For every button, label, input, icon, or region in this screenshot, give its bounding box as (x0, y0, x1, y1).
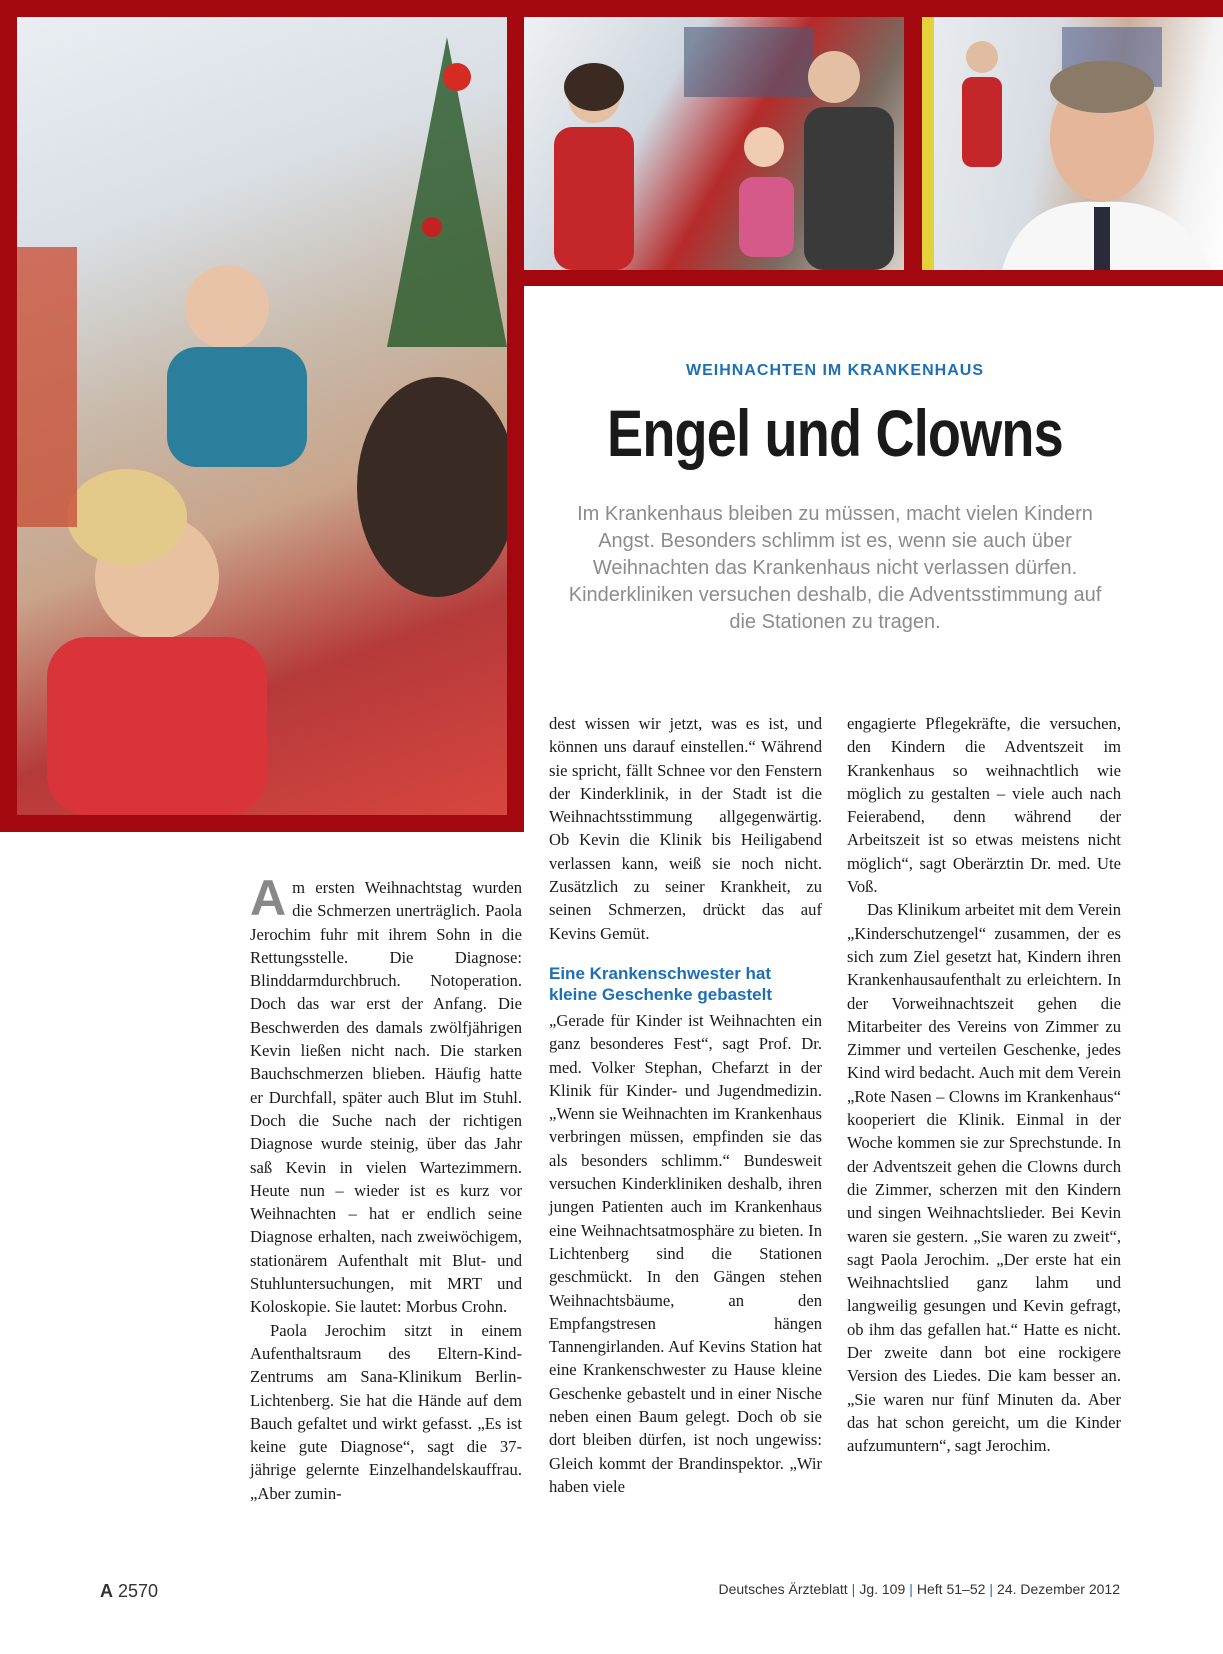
text-column-3 (847, 712, 1121, 1458)
paragraph: Das Klinikum arbeitet mit dem Verein „Kinderschutzengel“ zusammen, der es sich zum Ziel gesetzt hat, Kindern ihren Krankenhausaufenthalt zu erleichtern. In der Vorweihnachtszeit gehen die Mitarbeiter des Vereins von Zimmer zu Zimmer und verteilen Geschenke, jedes Kind wird bedacht. Auch mit dem Verein „Rote Nasen – Clowns im Krankenhaus“ kooperiert die Klinik. Einmal in der Woche kommen sie zur Sprechstunde. In der Adventszeit gehen die Clowns durch die Zimmer, scherzen mit den Kindern und singen Weihnachtslieder. Bei Kevin waren sie gestern. „Sie waren zu zweit“, sagt Paola Jerochim. „Der erste hat ein Weihnachtslied ganz lahm und langweilig gesungen und Kevin gefragt, ob ihm das gefallen hat.“ Hatte es nicht. Der zweite dann bot eine rockigere Version des Liedes. Die kam besser an. „Sie waren nur fünf Minuten da. Aber das hat schon gereicht, um die Kinder aufzumuntern“, sagt Jerochim. (847, 900, 1121, 1456)
photo-face-painting-illustration (17, 17, 507, 815)
dropcap: A (250, 870, 287, 926)
article-lead: Im Krankenhaus bleiben zu müssen, macht vielen Kindern Angst. Besonders schlimm ist es, wenn sie auch über Weihnachten das Krankenhaus nicht verlassen dürfen. Kinderkliniken versuchen deshalb, die Adventsstimmung auf die Stationen zu tragen. (568, 503, 1102, 633)
separator: | (989, 1581, 994, 1597)
issue: Heft 51–52 (916, 1581, 986, 1597)
photo-face-painting (17, 17, 507, 815)
paragraph: engagierte Pflegekräfte, die versuchen, den Kindern die Adventszeit im Krankenhaus so weihnachtlich wie möglich zu gestalten – viele auch nach Feierabend, denn während der Arbeitszeit ist so etwas meistens nicht möglich“, sagt Oberärztin Dr. med. Ute Voß. (847, 714, 1121, 897)
paragraph (250, 870, 522, 1319)
journal-name: Deutsches Ärzteblatt (718, 1581, 848, 1597)
text-column-2 (549, 712, 822, 1498)
photo-singer-with-child (524, 17, 904, 270)
page-number (100, 1581, 158, 1602)
separator: | (909, 1581, 913, 1597)
photo-singer-illustration (524, 17, 904, 270)
volume: Jg. 109 (859, 1581, 906, 1597)
paragraph: Paola Jerochim sitzt in einem Aufenthaltsraum des Eltern-Kind-Zentrums am Sana-Klinikum Berlin-Lichtenberg. Sie hat die Hände auf dem Bauch gefaltet und wirkt gefasst. „Es ist keine gute Diagnose“, sagt die 37-jährige gelernte Einzelhandelskauffrau. „Aber zumin- (250, 1320, 522, 1503)
footer-citation (719, 1581, 1121, 1597)
paragraph-text: m ersten Weihnachtstag wurden die Schmerzen unerträglich. Paola Jerochim fuhr mit ihrem Sohn in die Rettungsstelle. Die Diagnose: Blinddarmdurchbruch. Notoperation. Doch das war erst der Anfang. Die Beschwerden des damals zwölfjährigen Kevin ließen nicht nach. Die starken Bauchschmerzen blieben. Häufig hatte er Durchfall, später auch Blut im Stuhl. Doch die Suche nach der richtigen Diagnose wurde steinig, über das Jahr saß Kevin in vielen Wartezimmern. Heute nun – wieder ist es kurz vor Weihnachten – hat er endlich seine Diagnose erhalten, nach zweiwöchigem, stationärem Aufenthalt mit Blut- und Stuhluntersuchungen, mit MRT und Koloskopie. Sie lautet: Morbus Crohn. (250, 878, 522, 1317)
paragraph: „Gerade für Kinder ist Weihnachten ein ganz besonderes Fest“, sagt Prof. Dr. med. Volker Stephan, Chefarzt in der Klinik für Kinder- und Jugendmedizin. „Wenn sie Weihnachten im Krankenhaus verbringen müssen, empfinden sie das als besonders schlimm.“ Bundesweit versuchen Kinderkliniken deshalb, ihren jungen Patienten auch im Krankenhaus eine Weihnachtsatmosphäre zu bieten. In Lichtenberg sind die Stationen geschmückt. In den Gängen stehen Weihnachtsbäume, an den Empfangstresen hängen Tannengirlanden. Auf Kevins Station hat eine Krankenschwester zu Hause kleine Geschenke gebastelt und in einer Nische neben einen Baum gelegt. Doch ob sie dort bleiben dürfen, ist noch ungewiss: Gleich kommt der Brandinspektor. „Wir haben viele (549, 1010, 822, 1496)
separator: | (851, 1581, 856, 1597)
issue-date: 24. Dezember 2012 (997, 1581, 1120, 1597)
section-kicker: WEIHNACHTEN IM KRANKENHAUS (686, 362, 984, 379)
subheading: Eine Krankenschwester hat kleine Geschenke gebastelt (549, 963, 772, 1004)
page-prefix: A (100, 1581, 113, 1601)
text-column-1 (250, 870, 522, 1505)
photo-doctor-portrait (922, 17, 1223, 270)
page-number-value: 2570 (118, 1581, 159, 1601)
paragraph: dest wissen wir jetzt, was es ist, und können uns darauf einstellen.“ Während sie spricht, fällt Schnee vor den Fenstern der Kinderklinik, in der Stadt ist die Weihnachtsstimmung allgegenwärtig. Ob Kevin die Klinik bis Heiligabend verlassen kann, weiß sie noch nicht. Zusätzlich zu seiner Krankheit, zu seinen Schmerzen, drückt das auf Kevins Gemüt. (549, 714, 822, 943)
article-title: Engel und Clowns (607, 396, 1063, 470)
photo-doctor-illustration (922, 17, 1223, 270)
